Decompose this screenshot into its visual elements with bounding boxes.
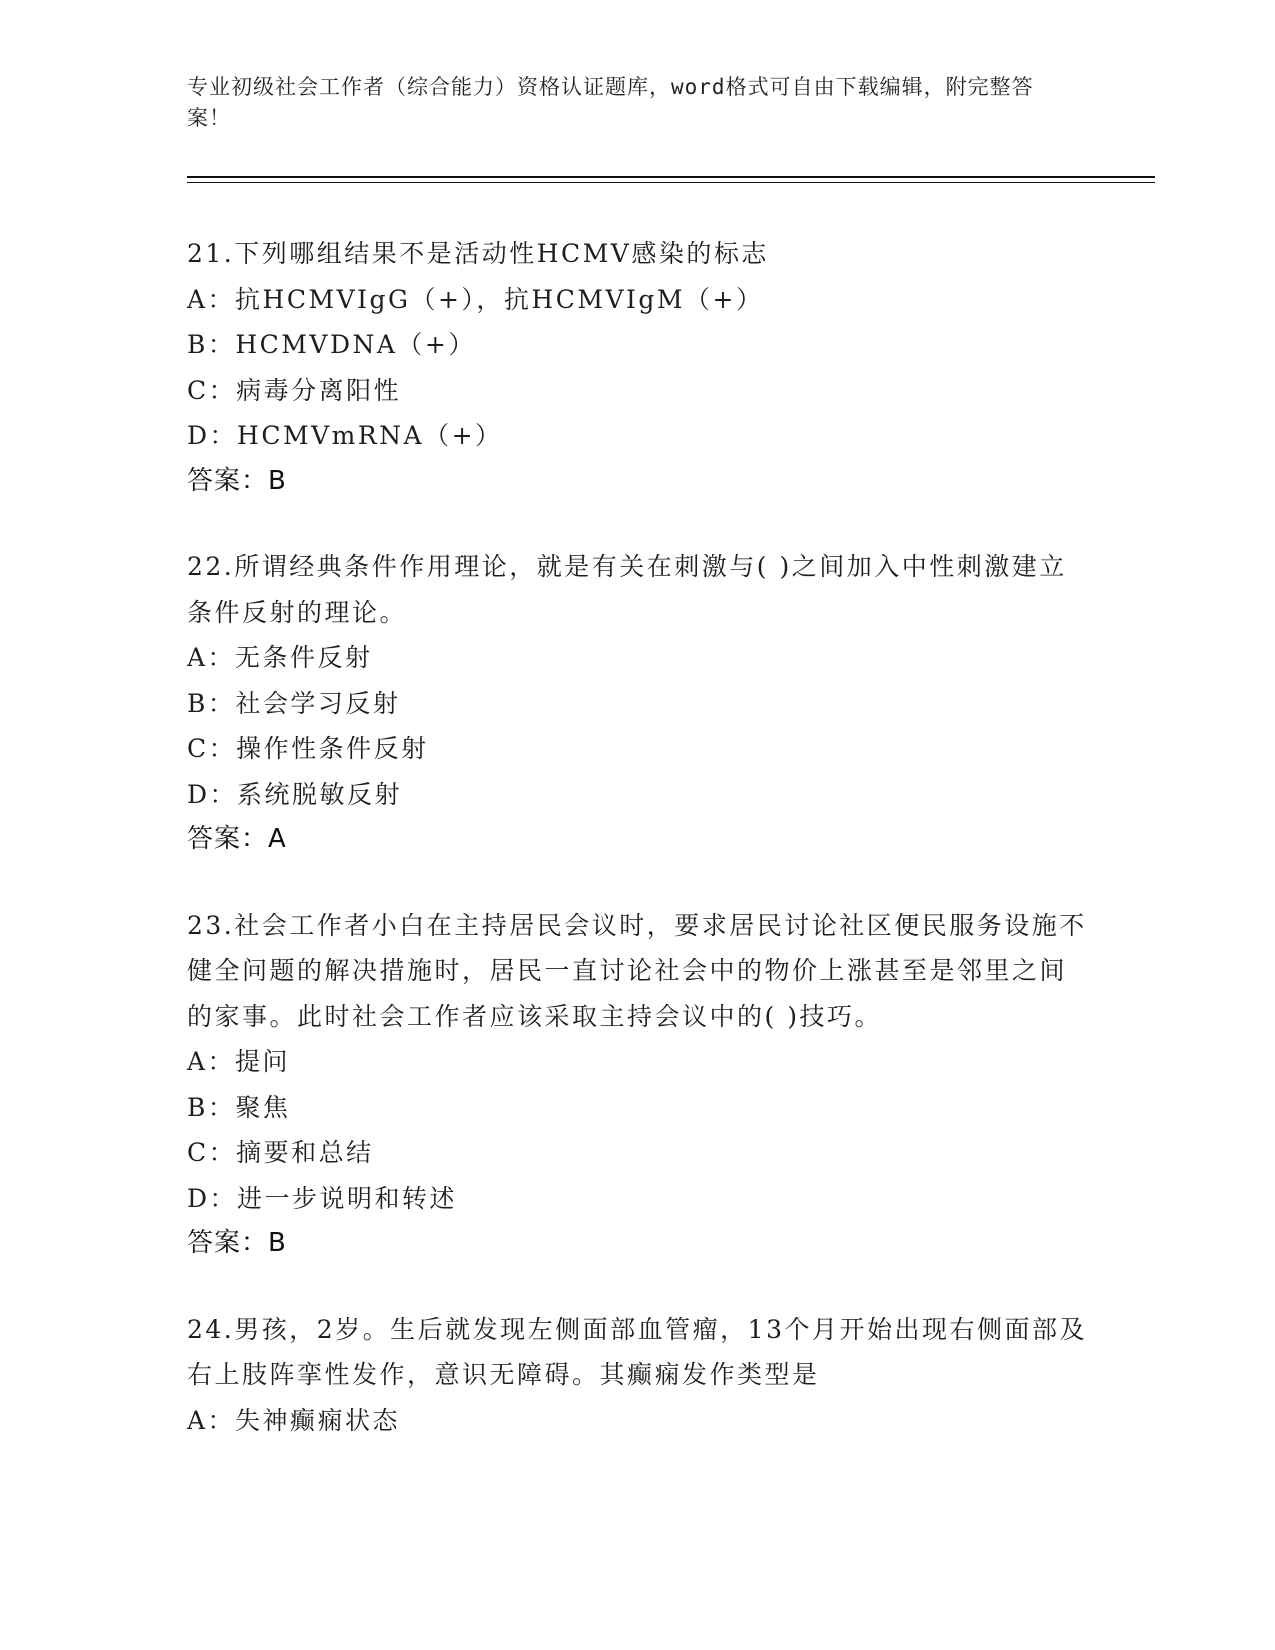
option-c: C：摘要和总结 [187, 1138, 374, 1167]
answer-label: 答案：A [187, 824, 287, 854]
document-header: 专业初级社会工作者（综合能力）资格认证题库，word格式可自由下载编辑，附完整答案！ [187, 75, 1034, 130]
question-stem: 23.社会工作者小白在主持居民会议时，要求居民讨论社区便民服务设施不健全问题的解决措施时，居民一直讨论社会中的物价上涨甚至是邻里之间的家事。此时社会工作者应该采取主持会议中的( )技巧。 [187, 910, 1087, 1031]
option-a: A：失神癫痫状态 [187, 1405, 401, 1435]
question-stem: 24.男孩，2岁。生后就发现左侧面部血管瘤，13个月开始出现右侧面部及右上肢阵挛性发作，意识无障碍。其癫痫发作类型是 [187, 1314, 1087, 1389]
option-d: D：进一步说明和转述 [187, 1183, 458, 1213]
question-stem: 21.下列哪组结果不是活动性HCMV感染的标志 [187, 239, 769, 268]
question-list [187, 231, 1087, 1483]
option-a: A：抗HCMVIgG（+），抗HCMVIgM（+） [187, 284, 764, 314]
question-23 [187, 903, 1087, 1267]
header-divider-thick [187, 176, 1155, 178]
answer-label: 答案：B [187, 1228, 287, 1258]
answer-label: 答案：B [187, 465, 287, 496]
question-21 [187, 231, 1087, 504]
option-b: B：HCMVDNA（+） [187, 330, 476, 359]
option-a: A：无条件反射 [187, 643, 373, 672]
question-24 [187, 1307, 1087, 1444]
header-divider-thin [187, 182, 1155, 183]
option-c: C：操作性条件反射 [187, 734, 429, 763]
option-a: A：提问 [187, 1047, 291, 1076]
option-b: B：社会学习反射 [187, 688, 401, 718]
option-b: B：聚焦 [187, 1092, 291, 1122]
question-stem: 22.所谓经典条件作用理论，就是有关在刺激与( )之间加入中性刺激建立条件反射的理论。 [187, 552, 1067, 627]
question-22 [187, 544, 1087, 863]
option-d: D：HCMVmRNA（+） [187, 421, 503, 450]
option-c: C：病毒分离阳性 [187, 375, 402, 405]
option-d: D：系统脱敏反射 [187, 779, 403, 809]
